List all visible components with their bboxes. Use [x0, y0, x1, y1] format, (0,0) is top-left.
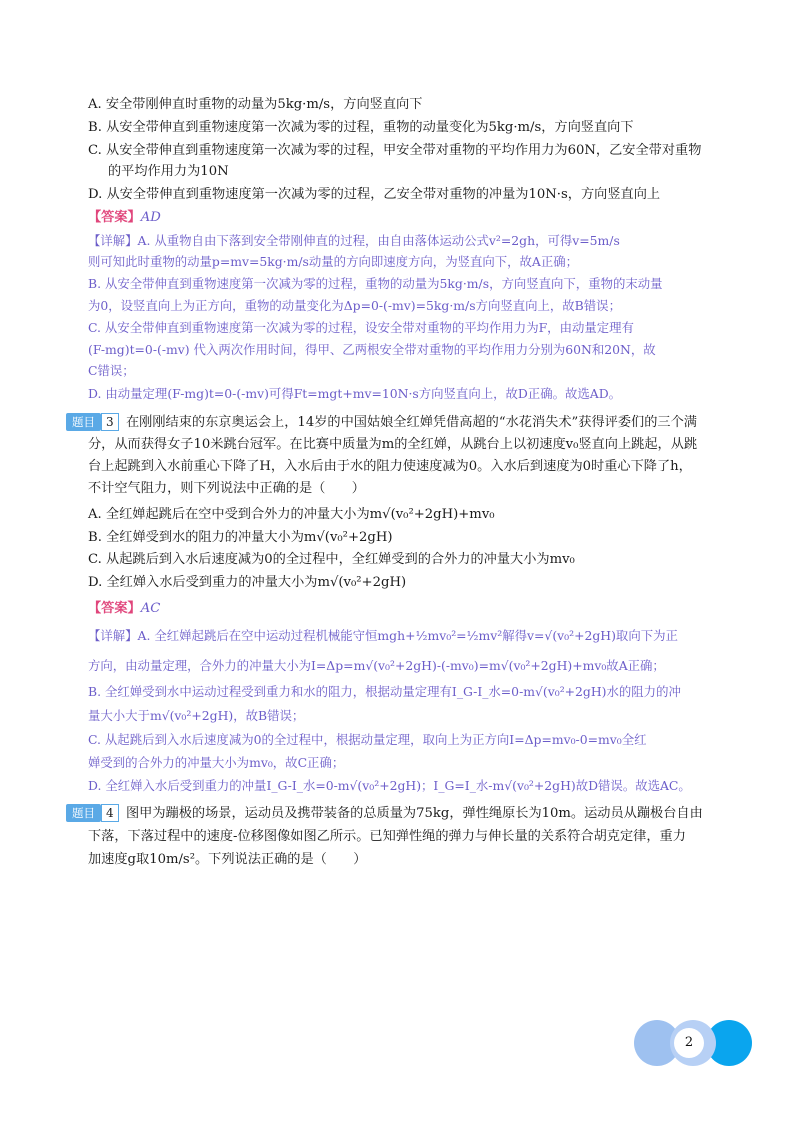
detail-1-line-7: C错误； — [88, 363, 135, 378]
option-c-top-cont: 的平均作用力为10N — [108, 164, 229, 179]
detail-2-line-2: 方向，由动量定理，合外力的冲量大小为I=Δp=m√(v₀²+2gH)-(-mv₀)=m√(v₀²+2gH)+mv₀故A正确； — [88, 658, 665, 673]
q3-stem-2: 分，从而获得女子10米跳台冠军。在比赛中质量为m的全红婵，从跳台上以初速度v₀竖直向上跳起，从跳 — [88, 437, 698, 452]
detail-2-line-5: C. 从起跳后到入水后速度减为0的全过程中，根据动量定理，取向上为正方向I=Δp=mv₀-0=mv₀全红 — [88, 732, 647, 747]
detail-2-line-7: D. 全红婵入水后受到重力的冲量I_G-I_水=0-m√(v₀²+2gH)；I_G=I_水-m√(v₀²+2gH)故D错误。故选AC。 — [88, 778, 691, 793]
detail-1-line-2: 则可知此时重物的动量p=mv=5kg·m/s动量的方向即速度方向，为竖直向下，故A正确； — [88, 254, 579, 269]
q3-stem-4: 不计空气阻力，则下列说法中正确的是（ ） — [88, 481, 365, 496]
detail-2-line-4: 量大小大于m√(v₀²+2gH)，故B错误； — [88, 708, 305, 723]
detail-1-line-8: D. 由动量定理(F-mg)t=0-(-mv)可得Ft=mgt+mv=10N·s方向竖直向上，故D正确。故选AD。 — [88, 386, 622, 401]
q3-stem-3: 台上起跳到入水前重心下降了H，入水后由于水的阻力使速度减为0。入水后到速度为0时重心下降了h， — [88, 459, 692, 474]
question-label-box: 题目 — [66, 804, 101, 822]
question-3-label — [66, 413, 119, 431]
option-a-top: A. 安全带刚伸直时重物的动量为5kg·m/s，方向竖直向下 — [88, 97, 423, 112]
answer-1 — [88, 209, 161, 227]
q4-stem-3: 加速度g取10m/s²。下列说法正确的是（ ） — [88, 852, 367, 867]
option-b-top: B. 从安全带伸直到重物速度第一次减为零的过程，重物的动量变化为5kg·m/s，方向竖直向下 — [88, 120, 634, 135]
question-number: 3 — [101, 413, 119, 431]
answer-tag: 【答案】 — [88, 210, 141, 225]
detail-2-line-6: 婵受到的合外力的冲量大小为mv₀，故C正确； — [88, 755, 345, 770]
answer-value: AC — [140, 601, 161, 616]
detail-1-line-4: 为0，设竖直向上为正方向，重物的动量变化为Δp=0-(-mv)=5kg·m/s方向竖直向上，故B错误； — [88, 298, 621, 313]
detail-1-line-1: 【详解】A. 从重物自由下落到安全带刚伸直的过程，由自由落体运动公式v²=2gh，可得v=5m/s — [88, 233, 620, 248]
q3-option-a: A. 全红婵起跳后在空中受到合外力的冲量大小为m√(v₀²+2gH)+mv₀ — [88, 507, 495, 522]
option-c-top: C. 从安全带伸直到重物速度第一次减为零的过程，甲安全带对重物的平均作用力为60N，乙安全带对重物 — [88, 143, 702, 158]
q4-stem-2: 下落，下落过程中的速度-位移图像如图乙所示。已知弹性绳的弹力与伸长量的关系符合胡克定律，重力 — [88, 829, 686, 844]
detail-2-line-1: 【详解】A. 全红婵起跳后在空中运动过程机械能守恒mgh+½mv₀²=½mv²解得v=√(v₀²+2gH)取向下为正 — [88, 628, 678, 643]
option-d-top: D. 从安全带伸直到重物速度第一次减为零的过程，乙安全带对重物的冲量为10N·s，方向竖直向上 — [88, 187, 661, 202]
detail-2-line-3: B. 全红婵受到水中运动过程受到重力和水的阻力，根据动量定理有I_G-I_水=0-m√(v₀²+2gH)水的阻力的冲 — [88, 684, 681, 699]
q3-option-c: C. 从起跳后到入水后速度减为0的全过程中，全红婵受到的合外力的冲量大小为mv₀ — [88, 552, 575, 567]
page-number: 2 — [674, 1028, 704, 1058]
question-number: 4 — [101, 804, 119, 822]
question-label-box: 题目 — [66, 413, 101, 431]
q4-stem-1: 图甲为蹦极的场景，运动员及携带装备的总质量为75kg，弹性绳原长为10m。运动员从蹦极台自由 — [126, 806, 703, 821]
q3-option-d: D. 全红婵入水后受到重力的冲量大小为m√(v₀²+2gH) — [88, 575, 407, 590]
q3-stem-1: 在刚刚结束的东京奥运会上，14岁的中国姑娘全红婵凭借高超的“水花消失术”获得评委们的三个满 — [126, 415, 697, 430]
answer-value: AD — [140, 210, 161, 225]
answer-tag: 【答案】 — [88, 601, 141, 616]
page-indicator — [634, 1020, 749, 1066]
detail-1-line-3: B. 从安全带伸直到重物速度第一次减为零的过程，重物的动量为5kg·m/s，方向竖直向下，重物的末动量 — [88, 276, 663, 291]
detail-1-line-5: C. 从安全带伸直到重物速度第一次减为零的过程，设安全带对重物的平均作用力为F，由动量定理有 — [88, 320, 634, 335]
q3-option-b: B. 全红婵受到水的阻力的冲量大小为m√(v₀²+2gH) — [88, 530, 393, 545]
detail-1-line-6: (F-mg)t=0-(-mv) 代入两次作用时间，得甲、乙两根安全带对重物的平均作用力分别为60N和20N，故 — [88, 342, 656, 357]
answer-2 — [88, 600, 160, 618]
question-4-label — [66, 804, 119, 822]
